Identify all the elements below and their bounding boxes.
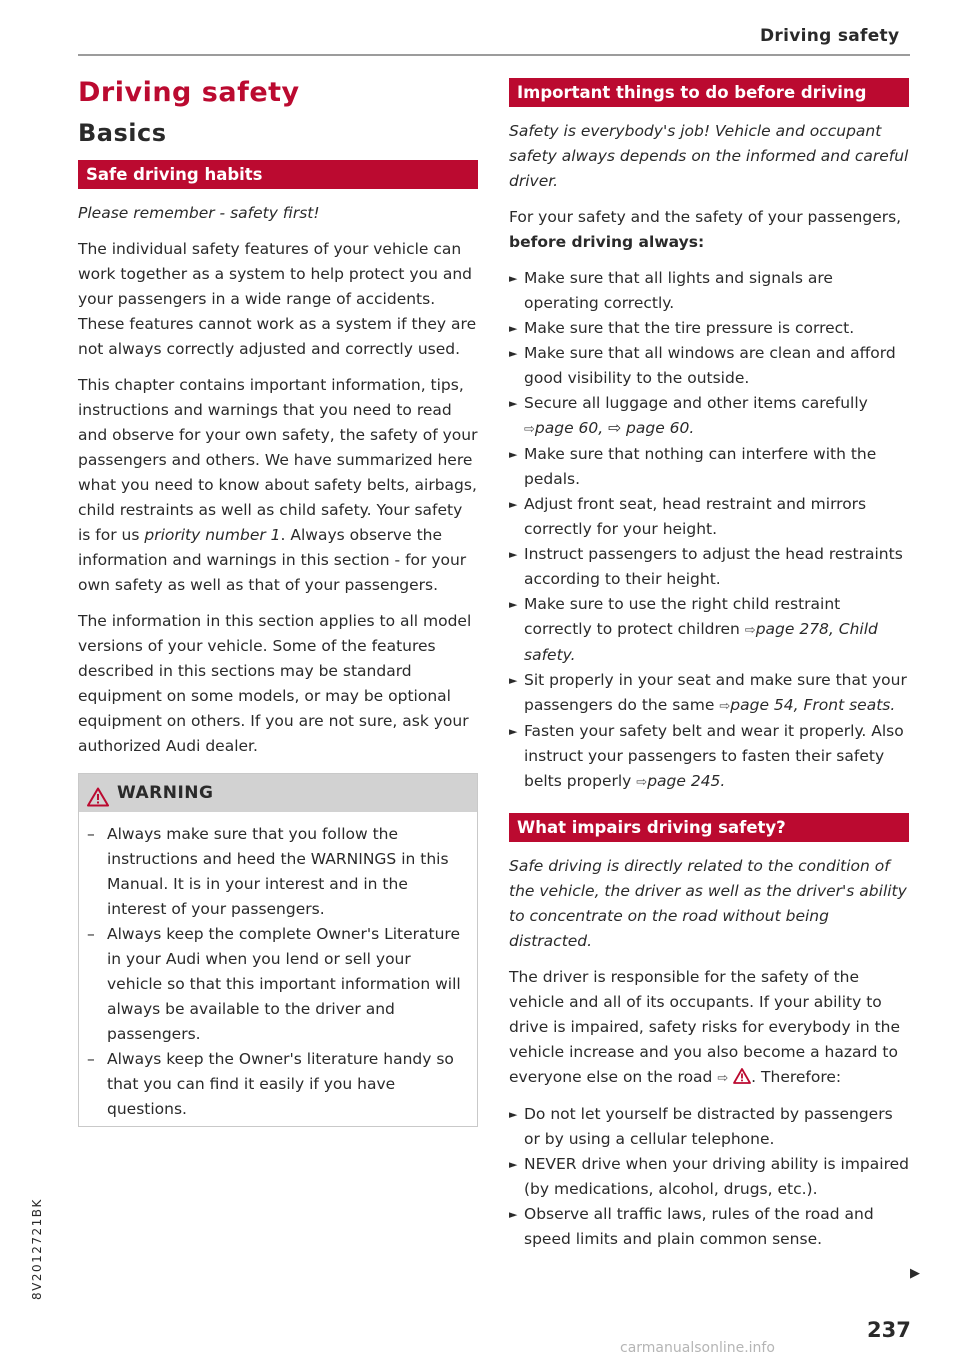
page-reference-link[interactable]: page 60, ⇨ page 60. [534,419,695,437]
arrow-right-icon: ⇨ [524,422,535,437]
list-item: ► Instruct passengers to adjust the head restraints according to their height. [509,542,909,592]
warning-item: – Always keep the complete Owner's Literature in your Audi when you lend or sell your vehicle so that this important information will always be available to the driver and passengers. [87,925,461,1043]
triangle-right-icon: ► [509,397,518,410]
triangle-right-icon: ► [509,1158,518,1171]
paragraph-3: The information in this section applies to all model versions of your vehicle. Some of the features described in this sections may be standard equipment on some models, or may be optional equipment on others. If you are not sure, ask your authorized Audi dealer. [78,612,472,755]
list-item: ► Make sure to use the right child restraint correctly to protect children ⇨page 278, Child safety. [509,592,909,668]
list-item: ► Make sure that nothing can interfere with the pedals. [509,442,909,492]
triangle-right-icon: ► [509,598,518,611]
section-bar-before-driving: Important things to do before driving [509,78,909,107]
warning-item: – Always keep the Owner's literature handy so that you can find it easily if you have questions. [87,1050,454,1118]
paragraph-impairs-safety: The driver is responsible for the safety of the vehicle and all of its occupants. If your ability to drive is impaired, safety risks for everybody in the vehicle increase and you also become a hazard to everyone else on the road ⇨ . Therefore: [509,968,901,1086]
warning-list [79,812,477,1126]
triangle-right-icon: ► [509,548,518,561]
triangle-right-icon: ► [509,272,518,285]
chapter-title: Driving safety [78,77,300,108]
warning-item: – Always make sure that you follow the instructions and heed the WARNINGS in this Manual. It is in your interest and in the interest of your passengers. [87,825,449,918]
section-title: Basics [78,119,167,147]
right-column [509,78,909,1263]
left-column [78,70,478,1127]
warning-triangle-icon [733,1067,751,1083]
section-bar-impairs-safety: What impairs driving safety? [509,813,909,842]
page-reference-link[interactable]: page 278, Child safety. [524,620,878,664]
intro-text: Please remember - safety first! [78,204,320,222]
watermark: carmanualsonline.info [620,1340,775,1356]
continue-arrow-icon: ▶ [910,1266,920,1281]
page-reference-link[interactable]: page 245. [647,772,726,790]
list-item: ► Observe all traffic laws, rules of the road and speed limits and plain common sense. [509,1202,909,1252]
triangle-right-icon: ► [509,1208,518,1221]
checklist-before-driving [509,266,909,795]
arrow-right-icon: ⇨ [717,1071,729,1086]
triangle-right-icon: ► [509,347,518,360]
warning-header [79,774,477,812]
paragraph-2: This chapter contains important information, tips, instructions and warnings that you need to read and observe for your own safety, the safety of your passengers and others. We have summarized here what you need to know about safety belts, airbags, child restraints as well as child safety. Your safety is for us priority number 1. Always observe the information and warnings in this section - for your own safety as well as that of your passengers. [78,376,478,594]
list-item: ► Adjust front seat, head restraint and mirrors correctly for your height. [509,492,909,542]
triangle-right-icon: ► [509,322,518,335]
list-item: ► NEVER drive when your driving ability is impaired (by medications, alcohol, drugs, etc.). [509,1152,909,1202]
intro-impairs-safety: Safe driving is directly related to the condition of the vehicle, the driver as well as the driver's ability to concentrate on the road without being distracted. [509,857,907,950]
checklist-impairs-safety [509,1102,909,1252]
header-rule [78,54,910,56]
triangle-right-icon: ► [509,498,518,511]
emphasis-priority: priority number 1 [144,526,281,544]
warning-title: WARNING [117,783,214,803]
list-item: ► Make sure that the tire pressure is correct. [509,316,909,341]
page-reference-link[interactable]: page 54, Front seats. [730,696,896,714]
running-header: Driving safety [760,26,900,46]
list-item: ► Do not let yourself be distracted by passengers or by using a cellular telephone. [509,1102,909,1152]
triangle-right-icon: ► [509,1108,518,1121]
arrow-right-icon: ⇨ [719,699,731,714]
warning-triangle-icon [87,783,109,803]
page-number: 237 [867,1318,911,1342]
document-code: 8V2012721BK [30,1198,44,1300]
paragraph-before-driving: For your safety and the safety of your passengers, before driving always: [509,208,902,251]
warning-box [78,773,478,1127]
paragraph-1: The individual safety features of your vehicle can work together as a system to help protect you and your passengers in a wide range of accidents. These features cannot work as a system if they are not always correctly adjusted and correctly used. [78,240,477,358]
list-item: ► Make sure that all windows are clean and afford good visibility to the outside. [509,341,909,391]
arrow-right-icon: ⇨ [636,775,648,790]
list-item: ► Sit properly in your seat and make sure that your passengers do the same ⇨page 54, Front seats. [509,668,909,719]
triangle-right-icon: ► [509,448,518,461]
list-item: ► Fasten your safety belt and wear it properly. Also instruct your passengers to fasten their safety belts properly ⇨page 245. [509,719,909,795]
triangle-right-icon: ► [509,674,518,687]
section-bar-safe-driving-habits: Safe driving habits [78,160,478,189]
triangle-right-icon: ► [509,725,518,738]
list-item: ► Secure all luggage and other items carefully ⇨page 60, ⇨ page 60. [509,391,909,442]
list-item: ► Make sure that all lights and signals are operating correctly. [509,266,909,316]
intro-before-driving: Safety is everybody's job! Vehicle and occupant safety always depends on the informed and careful driver. [509,122,909,190]
arrow-right-icon: ⇨ [744,623,756,638]
